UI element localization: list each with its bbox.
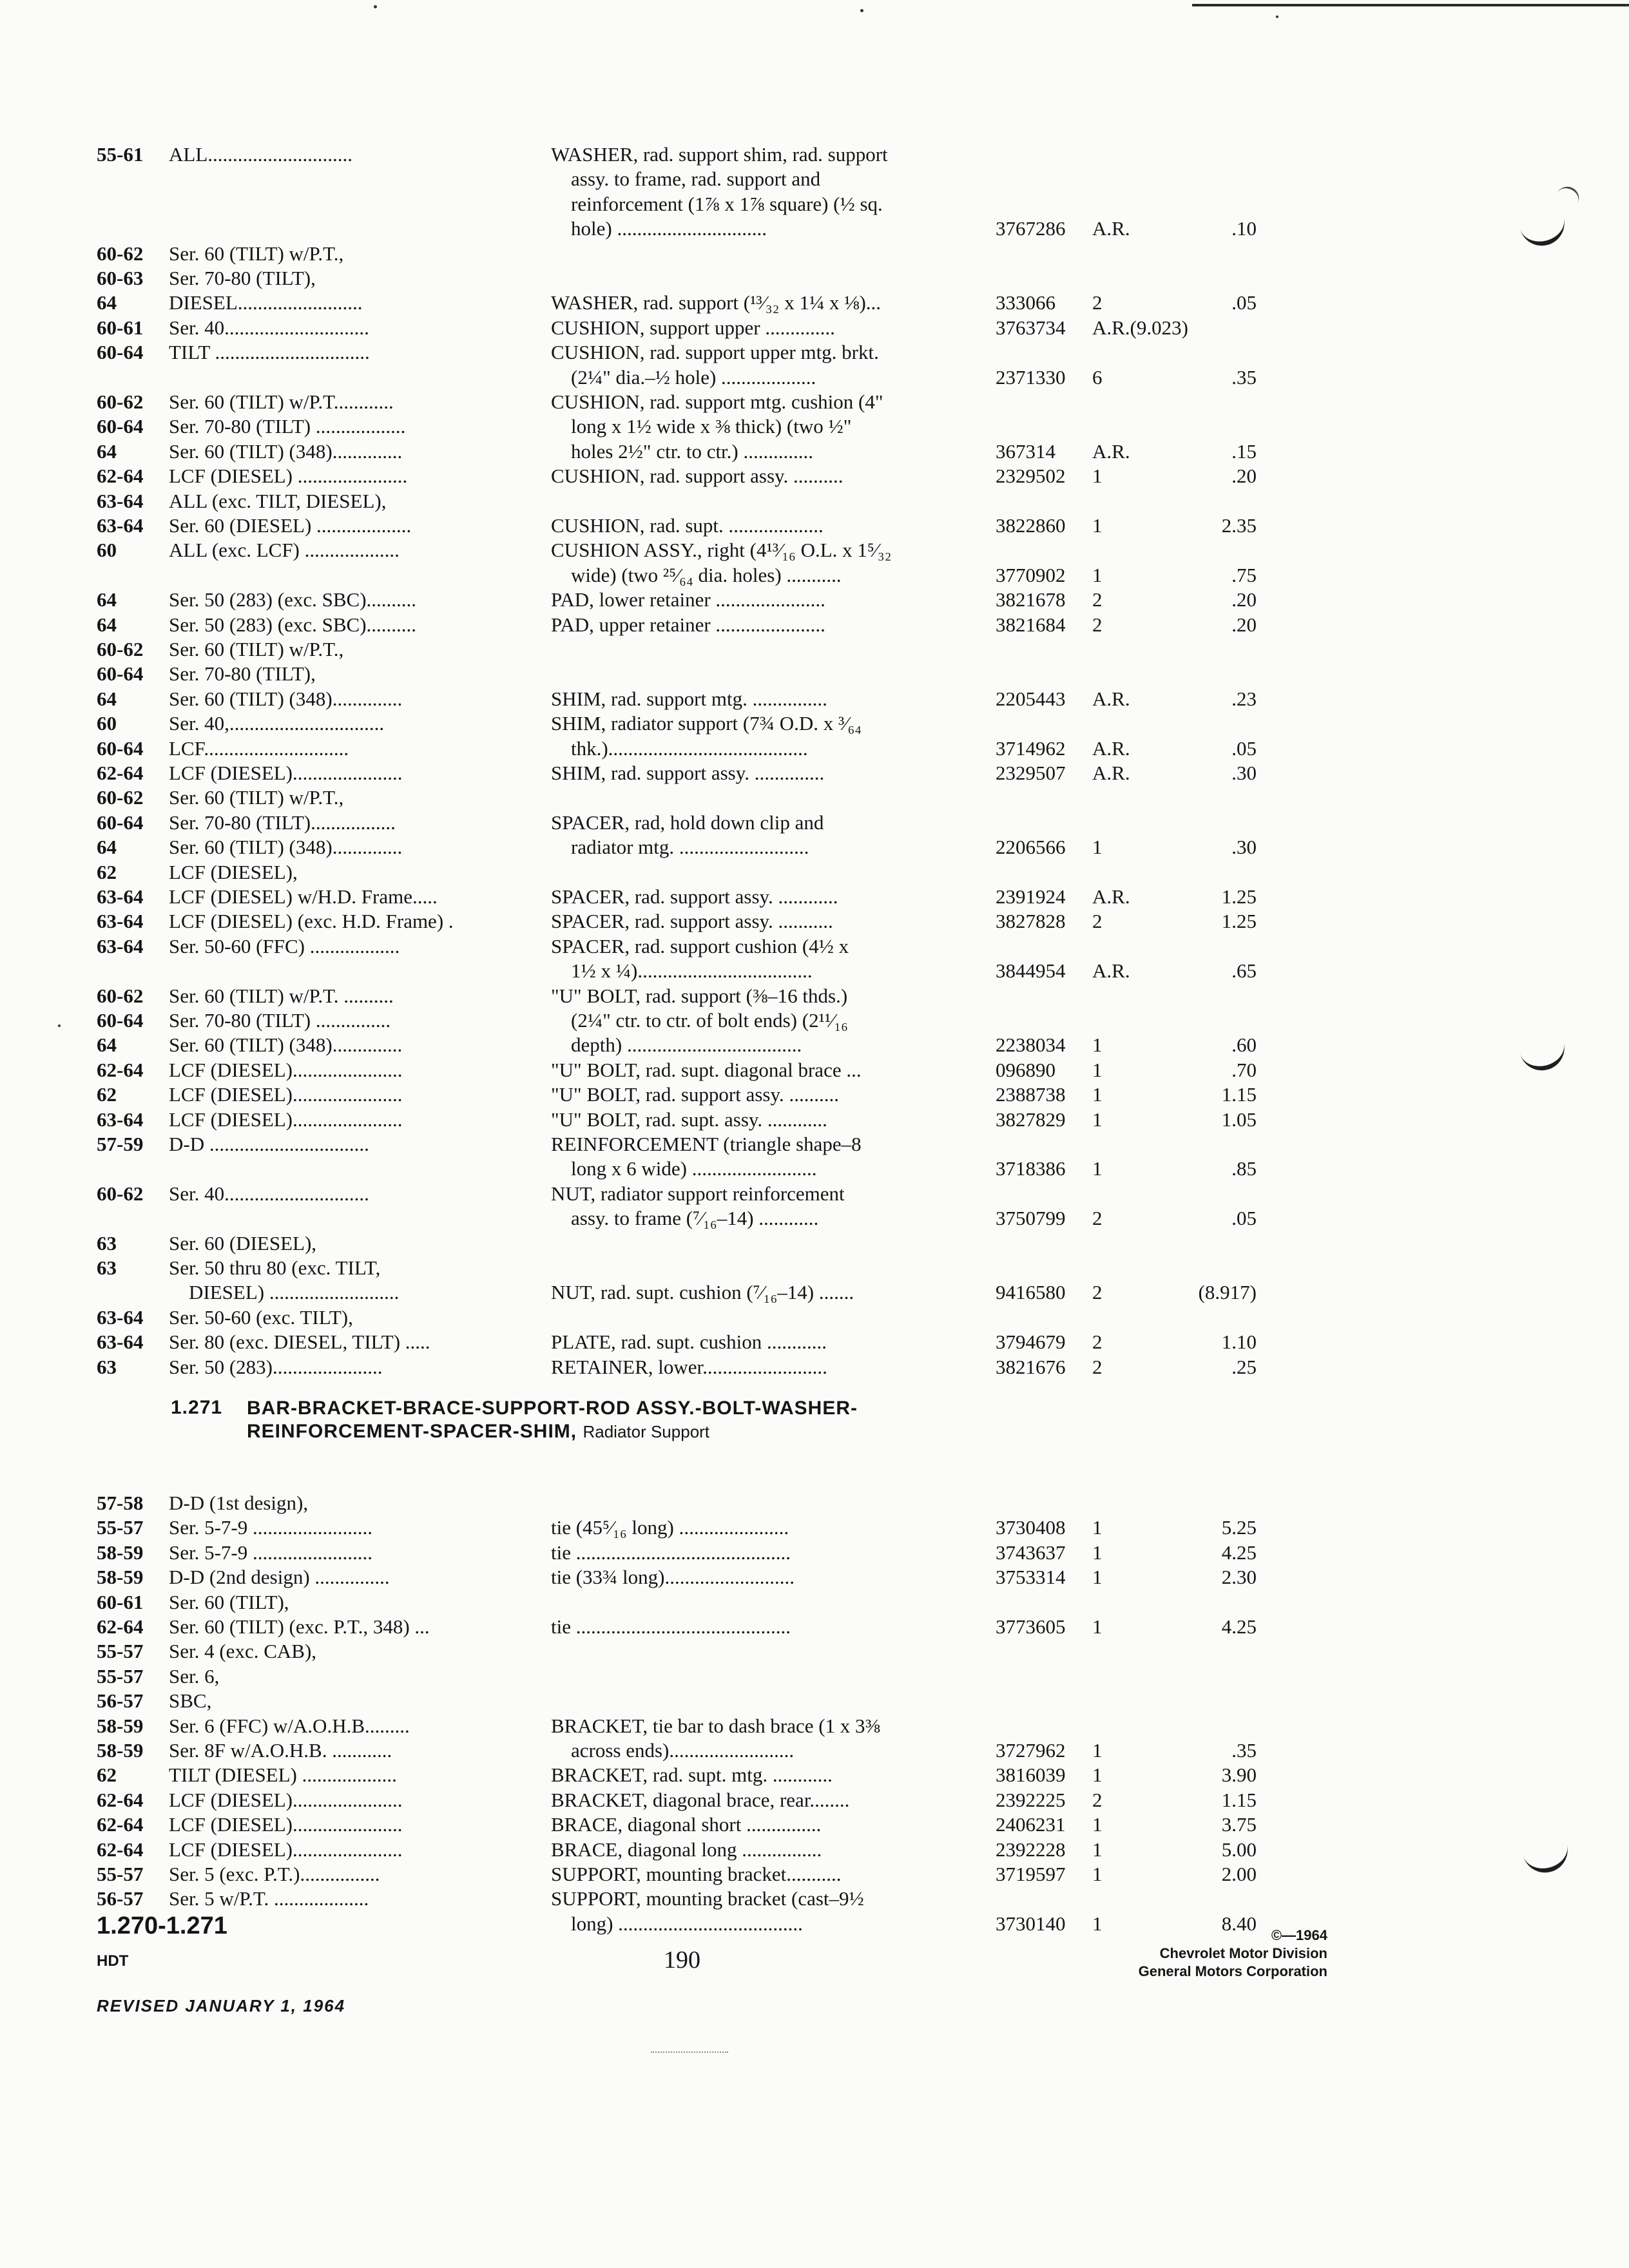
model-year-cell: 63-64 (97, 514, 144, 537)
quantity-cell: 1 (1092, 465, 1103, 488)
part-description-cell: CUSHION, rad. support mtg. cushion (4" (551, 390, 883, 413)
applicable-models-cell: Ser. 70-80 (TILT) ............... (169, 1009, 391, 1032)
model-year-cell: 63 (97, 1231, 117, 1254)
applicable-models-cell: Ser. 50 thru 80 (exc. TILT, (169, 1256, 381, 1279)
part-number-cell: 3714962 (996, 736, 1066, 760)
model-year-cell: 63-64 (97, 885, 144, 908)
price-cell: .15 (1231, 439, 1257, 463)
part-number-cell: 3822860 (996, 514, 1066, 537)
part-description-cell: wide) (two ²⁵⁄₆₄ dia. holes) ........... (551, 563, 842, 586)
applicable-models-cell: Ser. 5-7-9 ........................ (169, 1541, 373, 1564)
price-cell: 2.30 (1221, 1566, 1257, 1589)
part-description-cell: SPACER, rad. support cushion (4½ x (551, 934, 849, 957)
part-number-cell: 3719597 (996, 1863, 1066, 1885)
applicable-models-cell: Ser. 5 w/P.T. ................... (169, 1887, 369, 1910)
applicable-models-cell: Ser. 70-80 (TILT), (169, 267, 316, 289)
price-cell: .23 (1231, 687, 1257, 710)
part-number-cell: 2238034 (996, 1033, 1066, 1057)
model-year-cell: 55-57 (97, 1640, 144, 1663)
part-number-cell: 3730140 (996, 1912, 1066, 1935)
applicable-models-cell: Ser. 60 (TILT) (exc. P.T., 348) ... (169, 1615, 430, 1638)
applicable-models-cell: Ser. 60 (TILT) w/P.T., (169, 786, 344, 809)
applicable-models-cell: ALL............................. (169, 143, 353, 166)
model-year-cell: 60-64 (97, 662, 144, 686)
applicable-models-cell: LCF (DIESEL) w/H.D. Frame..... (169, 885, 438, 908)
model-year-cell: 63-64 (97, 910, 144, 933)
quantity-cell: 2 (1092, 588, 1103, 611)
part-number-cell: 3767286 (996, 217, 1066, 240)
model-year-cell: 62-64 (97, 1788, 144, 1811)
part-description-cell: (2¼" ctr. to ctr. of bolt ends) (2¹¹⁄₁₆ (551, 1009, 848, 1032)
price-cell: 5.00 (1221, 1838, 1257, 1861)
part-description-cell: PAD, upper retainer ...................... (551, 613, 825, 636)
section-subtitle: Radiator Support (583, 1422, 710, 1441)
quantity-cell: A.R.(9.023) (1092, 316, 1188, 339)
part-description-cell: tie ........................................... (551, 1541, 791, 1564)
part-number-cell: 3794679 (996, 1331, 1066, 1354)
applicable-models-cell: Ser. 60 (TILT), (169, 1590, 289, 1613)
quantity-cell: 1 (1092, 836, 1103, 859)
model-year-cell: 60-64 (97, 1009, 144, 1032)
model-year-cell: 55-57 (97, 1863, 144, 1885)
quantity-cell: 1 (1092, 514, 1103, 537)
quantity-cell: 2 (1092, 1788, 1103, 1811)
quantity-cell: 2 (1092, 1331, 1103, 1354)
model-year-cell: 60-64 (97, 736, 144, 760)
quantity-cell: 1 (1092, 1912, 1103, 1935)
applicable-models-cell: Ser. 5 (exc. P.T.)................ (169, 1863, 380, 1885)
model-year-cell: 64 (97, 613, 117, 636)
quantity-cell: 1 (1092, 1739, 1103, 1762)
quantity-cell: 2 (1092, 613, 1103, 636)
applicable-models-cell: D-D (2nd design) ............... (169, 1566, 390, 1589)
price-cell: 1.15 (1221, 1788, 1257, 1811)
part-number-cell: 3821684 (996, 613, 1066, 636)
model-year-cell: 60-64 (97, 415, 144, 438)
part-description-cell: CUSHION, rad. supt. ................... (551, 514, 824, 537)
model-year-cell: 60 (97, 539, 117, 562)
price-cell: 3.75 (1221, 1813, 1257, 1836)
model-year-cell: 58-59 (97, 1566, 144, 1589)
applicable-models-cell: Ser. 60 (TILT) (348).............. (169, 439, 403, 463)
part-description-cell: SHIM, rad. support assy. .............. (551, 762, 825, 784)
model-year-cell: 63-64 (97, 1305, 144, 1329)
part-number-cell: 096890 (996, 1058, 1055, 1081)
part-description-cell: assy. to frame, rad. support and (551, 168, 821, 191)
model-year-cell: 60-64 (97, 341, 144, 364)
part-number-cell: 3816039 (996, 1763, 1066, 1787)
part-number-cell: 3827829 (996, 1108, 1066, 1131)
model-year-cell: 55-57 (97, 1516, 144, 1539)
corporation-name: General Motors Corporation (1138, 1963, 1327, 1979)
model-year-cell: 64 (97, 291, 117, 314)
applicable-models-cell: Ser. 6 (FFC) w/A.O.H.B......... (169, 1714, 410, 1737)
part-number-cell: 3718386 (996, 1157, 1066, 1180)
part-number-cell: 2371330 (996, 365, 1066, 389)
model-year-cell: 63 (97, 1256, 117, 1279)
applicable-models-cell: Ser. 60 (DIESEL), (169, 1231, 317, 1254)
price-cell: .20 (1231, 465, 1257, 488)
part-description-cell: SUPPORT, mounting bracket (cast–9½ (551, 1887, 864, 1910)
part-description-cell: "U" BOLT, rad. support assy. .......... (551, 1083, 839, 1106)
quantity-cell: A.R. (1092, 687, 1130, 710)
quantity-cell: A.R. (1092, 885, 1130, 908)
applicable-models-cell: Ser. 70-80 (TILT)................. (169, 811, 396, 834)
applicable-models-cell: Ser. 50-60 (FFC) .................. (169, 934, 400, 957)
price-cell: .85 (1231, 1157, 1257, 1180)
model-year-cell: 57-59 (97, 1133, 144, 1155)
applicable-models-cell: Ser. 6, (169, 1664, 220, 1687)
division-name: Chevrolet Motor Division (1159, 1945, 1327, 1961)
applicable-models-cell: LCF (DIESEL)...................... (169, 762, 403, 784)
price-cell: 1.05 (1221, 1108, 1257, 1131)
section-title-line2-text: REINFORCEMENT-SPACER-SHIM, (247, 1421, 577, 1442)
part-description-cell: NUT, radiator support reinforcement (551, 1182, 845, 1205)
model-year-cell: 64 (97, 687, 117, 710)
part-description-cell: "U" BOLT, rad. supt. assy. ............ (551, 1108, 827, 1131)
quantity-cell: 1 (1092, 1058, 1103, 1081)
model-year-cell: 62-64 (97, 465, 144, 488)
part-description-cell: 1½ x ¼)................................... (551, 959, 813, 983)
part-description-cell: CUSHION, rad. support assy. .......... (551, 465, 843, 488)
applicable-models-cell: LCF (DIESEL), (169, 860, 298, 883)
applicable-models-cell: LCF (DIESEL)...................... (169, 1788, 403, 1811)
price-cell: 3.90 (1221, 1763, 1257, 1787)
quantity-cell: 1 (1092, 1615, 1103, 1638)
part-number-cell: 3727962 (996, 1739, 1066, 1762)
price-cell: 4.25 (1221, 1541, 1257, 1564)
part-description-cell: CUSHION ASSY., right (4¹³⁄₁₆ O.L. x 1⁵⁄₃₂ (551, 539, 892, 562)
model-year-cell: 62 (97, 860, 117, 883)
quantity-cell: 1 (1092, 1566, 1103, 1589)
model-year-cell: 55-57 (97, 1664, 144, 1687)
quantity-cell: A.R. (1092, 762, 1130, 784)
part-description-cell: tie (45⁵⁄₁₆ long) ...................... (551, 1516, 789, 1539)
price-cell: .65 (1231, 959, 1257, 983)
part-description-cell: assy. to frame (⁷⁄₁₆–14) ............ (551, 1207, 819, 1230)
model-year-cell: 60-63 (97, 267, 144, 289)
part-number-cell: 2206566 (996, 836, 1066, 859)
part-number-cell: 2392228 (996, 1838, 1066, 1861)
quantity-cell: 1 (1092, 1813, 1103, 1836)
applicable-models-cell: LCF (DIESEL)...................... (169, 1083, 403, 1106)
quantity-cell: 1 (1092, 1541, 1103, 1564)
part-number-cell: 3753314 (996, 1566, 1066, 1589)
model-year-cell: 57-58 (97, 1492, 144, 1514)
part-number-cell: 3844954 (996, 959, 1066, 983)
price-cell: 1.15 (1221, 1083, 1257, 1106)
part-number-cell: 333066 (996, 291, 1055, 314)
model-year-cell: 63-64 (97, 1331, 144, 1354)
model-year-cell: 64 (97, 836, 117, 859)
part-number-cell: 3827828 (996, 910, 1066, 933)
applicable-models-cell: Ser. 70-80 (TILT) .................. (169, 415, 406, 438)
applicable-models-cell: Ser. 40............................. (169, 1182, 369, 1205)
applicable-models-cell: Ser. 60 (TILT) w/P.T., (169, 242, 344, 265)
model-year-cell: 62 (97, 1083, 117, 1106)
model-year-cell: 62-64 (97, 1615, 144, 1638)
part-description-cell: RETAINER, lower......................... (551, 1355, 827, 1378)
scan-dash-mark (651, 2052, 728, 2053)
model-year-cell: 60-61 (97, 1590, 144, 1613)
model-year-cell: 62-64 (97, 762, 144, 784)
part-description-cell: "U" BOLT, rad. supt. diagonal brace ... (551, 1058, 862, 1081)
applicable-models-cell: Ser. 5-7-9 ........................ (169, 1516, 373, 1539)
model-year-cell: 60-62 (97, 638, 144, 660)
quantity-cell: 1 (1092, 1863, 1103, 1885)
applicable-models-cell: SBC, (169, 1689, 212, 1713)
price-cell: 2.35 (1221, 514, 1257, 537)
price-cell: .20 (1231, 588, 1257, 611)
applicable-models-cell: Ser. 50 (283) (exc. SBC).......... (169, 613, 417, 636)
part-number-cell: 3730408 (996, 1516, 1066, 1539)
price-cell: .30 (1231, 836, 1257, 859)
part-description-cell: WASHER, rad. support (¹³⁄₃₂ x 1¼ x ⅛)... (551, 291, 882, 314)
part-description-cell: REINFORCEMENT (triangle shape–8 (551, 1133, 862, 1155)
price-cell: .05 (1231, 1207, 1257, 1230)
applicable-models-cell: Ser. 50 (283)...................... (169, 1355, 383, 1378)
applicable-models-cell: Ser. 4 (exc. CAB), (169, 1640, 317, 1663)
part-description-cell: tie ........................................... (551, 1615, 791, 1638)
applicable-models-cell: Ser. 50 (283) (exc. SBC).......... (169, 588, 417, 611)
part-description-cell: long x 6 wide) ......................... (551, 1157, 817, 1180)
quantity-cell: 2 (1092, 1207, 1103, 1230)
applicable-models-cell: Ser. 60 (DIESEL) ................... (169, 514, 412, 537)
part-number-cell: 2392225 (996, 1788, 1066, 1811)
part-number-cell: 9416580 (996, 1281, 1066, 1304)
part-description-cell: "U" BOLT, rad. support (⅜–16 thds.) (551, 984, 848, 1007)
section-number: 1.271 (171, 1397, 223, 1418)
part-description-cell: reinforcement (1⅞ x 1⅞ square) (½ sq. (551, 192, 883, 215)
part-description-cell: radiator mtg. .......................... (551, 836, 809, 859)
part-number-cell: 2391924 (996, 885, 1066, 908)
part-number-cell: 2406231 (996, 1813, 1066, 1836)
part-description-cell: hole) .............................. (551, 217, 767, 240)
price-cell: .20 (1231, 613, 1257, 636)
part-description-cell: CUSHION, rad. support upper mtg. brkt. (551, 341, 879, 364)
part-description-cell: holes 2½" ctr. to ctr.) .............. (551, 439, 813, 463)
quantity-cell: A.R. (1092, 736, 1130, 760)
model-year-cell: 58-59 (97, 1739, 144, 1762)
price-cell: .05 (1231, 291, 1257, 314)
model-year-cell: 60-64 (97, 811, 144, 834)
applicable-models-cell: Ser. 50-60 (exc. TILT), (169, 1305, 353, 1329)
footer-section-range: 1.270-1.271 (97, 1912, 227, 1939)
part-description-cell: SHIM, rad. support mtg. ............... (551, 687, 827, 710)
price-cell: 4.25 (1221, 1615, 1257, 1638)
footer-copyright (1063, 1927, 1327, 1981)
quantity-cell: 1 (1092, 1033, 1103, 1057)
applicable-models-cell: Ser. 40,............................... (169, 712, 385, 735)
model-year-cell: 58-59 (97, 1714, 144, 1737)
part-number-cell: 2388738 (996, 1083, 1066, 1106)
price-cell: .05 (1231, 736, 1257, 760)
part-description-cell: SUPPORT, mounting bracket........... (551, 1863, 842, 1885)
part-number-cell: 2329502 (996, 465, 1066, 488)
applicable-models-cell: D-D (1st design), (169, 1492, 309, 1514)
price-cell: .30 (1231, 762, 1257, 784)
part-description-cell: BRACE, diagonal short ............... (551, 1813, 822, 1836)
part-description-cell: PLATE, rad. supt. cushion ............ (551, 1331, 827, 1354)
part-description-cell: BRACKET, diagonal brace, rear........ (551, 1788, 850, 1811)
applicable-models-cell: Ser. 80 (exc. DIESEL, TILT) ..... (169, 1331, 430, 1354)
part-description-cell: thk.)........................................ (551, 736, 808, 760)
applicable-models-cell: DIESEL......................... (169, 291, 363, 314)
part-description-cell: PAD, lower retainer ...................... (551, 588, 825, 611)
model-year-cell: 64 (97, 1033, 117, 1057)
part-description-cell: (2¼" dia.–½ hole) ................... (551, 365, 816, 389)
applicable-models-cell: Ser. 60 (TILT) w/P.T., (169, 638, 344, 660)
model-year-cell: 63-64 (97, 489, 144, 512)
footer-hdt: HDT (97, 1952, 129, 1970)
applicable-models-cell: LCF............................. (169, 736, 349, 760)
part-number-cell: 3821676 (996, 1355, 1066, 1378)
quantity-cell: 1 (1092, 1083, 1103, 1106)
quantity-cell: 2 (1092, 291, 1103, 314)
applicable-models-cell: TILT ............................... (169, 341, 370, 364)
part-number-cell: 3743637 (996, 1541, 1066, 1564)
model-year-cell: 62-64 (97, 1058, 144, 1081)
applicable-models-cell: Ser. 60 (TILT) (348).............. (169, 1033, 403, 1057)
applicable-models-cell: Ser. 40............................. (169, 316, 369, 339)
part-number-cell: 2329507 (996, 762, 1066, 784)
quantity-cell: 1 (1092, 1763, 1103, 1787)
model-year-cell: 55-61 (97, 143, 144, 166)
model-year-cell: 62-64 (97, 1838, 144, 1861)
price-cell: 1.25 (1221, 910, 1257, 933)
part-number-cell: 3750799 (996, 1207, 1066, 1230)
price-cell: .35 (1231, 1739, 1257, 1762)
model-year-cell: 60-62 (97, 786, 144, 809)
applicable-models-cell: Ser. 8F w/A.O.H.B. ............ (169, 1739, 392, 1762)
part-description-cell: BRACKET, rad. supt. mtg. ............ (551, 1763, 833, 1787)
page-number: 190 (664, 1946, 700, 1974)
part-description-cell: SHIM, radiator support (7¾ O.D. x ³⁄₆₄ (551, 712, 862, 735)
part-number-cell: 3763734 (996, 316, 1066, 339)
model-year-cell: 60 (97, 712, 117, 735)
applicable-models-cell: Ser. 60 (TILT) w/P.T. .......... (169, 984, 394, 1007)
part-number-cell: 2205443 (996, 687, 1066, 710)
applicable-models-cell: LCF (DIESEL)...................... (169, 1108, 403, 1131)
model-year-cell: 60-62 (97, 242, 144, 265)
price-cell: .70 (1231, 1058, 1257, 1081)
model-year-cell: 56-57 (97, 1689, 144, 1713)
price-cell: .35 (1231, 365, 1257, 389)
quantity-cell: A.R. (1092, 217, 1130, 240)
quantity-cell: 2 (1092, 1281, 1103, 1304)
part-description-cell: CUSHION, support upper .............. (551, 316, 835, 339)
part-number-cell: 3773605 (996, 1615, 1066, 1638)
part-number-cell: 3821678 (996, 588, 1066, 611)
applicable-models-cell: ALL (exc. TILT, DIESEL), (169, 489, 387, 512)
applicable-models-cell: LCF (DIESEL)...................... (169, 1058, 403, 1081)
applicable-models-cell: D-D ................................ (169, 1133, 369, 1155)
model-year-cell: 60-62 (97, 390, 144, 413)
part-description-cell: tie (33¾ long).......................... (551, 1566, 795, 1589)
part-number-cell: 3770902 (996, 563, 1066, 586)
model-year-cell: 60-62 (97, 984, 144, 1007)
applicable-models-cell: Ser. 60 (TILT) (348).............. (169, 836, 403, 859)
applicable-models-cell: Ser. 70-80 (TILT), (169, 662, 316, 686)
part-description-cell: BRACKET, tie bar to dash brace (1 x 3⅜ (551, 1714, 880, 1737)
model-year-cell: 63 (97, 1355, 117, 1378)
applicable-models-cell: LCF (DIESEL) (exc. H.D. Frame) . (169, 910, 454, 933)
section-title-line1: BAR-BRACKET-BRACE-SUPPORT-ROD ASSY.-BOLT-WASHER- (247, 1398, 858, 1419)
applicable-models-cell: DIESEL) .......................... (169, 1281, 400, 1304)
part-description-cell: NUT, rad. supt. cushion (⁷⁄₁₆–14) ....... (551, 1281, 854, 1304)
applicable-models-cell: LCF (DIESEL)...................... (169, 1838, 403, 1861)
part-description-cell: long) ..................................... (551, 1912, 803, 1935)
model-year-cell: 60-62 (97, 1182, 144, 1205)
part-description-cell: WASHER, rad. support shim, rad. support (551, 143, 888, 166)
model-year-cell: 62 (97, 1763, 117, 1787)
quantity-cell: 1 (1092, 1838, 1103, 1861)
model-year-cell: 64 (97, 439, 117, 463)
model-year-cell: 63-64 (97, 934, 144, 957)
part-description-cell: SPACER, rad. support assy. ............ (551, 885, 838, 908)
price-cell: 2.00 (1221, 1863, 1257, 1885)
part-description-cell: BRACE, diagonal long ................ (551, 1838, 822, 1861)
quantity-cell: 1 (1092, 1157, 1103, 1180)
price-cell: .10 (1231, 217, 1257, 240)
price-cell: 8.40 (1221, 1912, 1257, 1935)
part-description-cell: SPACER, rad. support assy. ........... (551, 910, 833, 933)
price-cell: .60 (1231, 1033, 1257, 1057)
model-year-cell: 58-59 (97, 1541, 144, 1564)
applicable-models-cell: Ser. 60 (TILT) (348).............. (169, 687, 403, 710)
quantity-cell: A.R. (1092, 959, 1130, 983)
price-cell: 5.25 (1221, 1516, 1257, 1539)
quantity-cell: 1 (1092, 1108, 1103, 1131)
part-number-cell: 367314 (996, 439, 1055, 463)
applicable-models-cell: Ser. 60 (TILT) w/P.T............ (169, 390, 394, 413)
applicable-models-cell: ALL (exc. LCF) ................... (169, 539, 400, 562)
quantity-cell: 1 (1092, 1516, 1103, 1539)
applicable-models-cell: LCF (DIESEL)...................... (169, 1813, 403, 1836)
price-cell: 1.25 (1221, 885, 1257, 908)
model-year-cell: 56-57 (97, 1887, 144, 1910)
part-description-cell: across ends)......................... (551, 1739, 795, 1762)
price-cell: (8.917) (1198, 1281, 1257, 1304)
quantity-cell: 2 (1092, 1355, 1103, 1378)
part-description-cell: depth) ................................... (551, 1033, 802, 1057)
quantity-cell: 1 (1092, 563, 1103, 586)
model-year-cell: 62-64 (97, 1813, 144, 1836)
quantity-cell: 6 (1092, 365, 1103, 389)
part-description-cell: long x 1½ wide x ⅜ thick) (two ½" (551, 415, 852, 438)
applicable-models-cell: TILT (DIESEL) ................... (169, 1763, 397, 1787)
part-description-cell: SPACER, rad, hold down clip and (551, 811, 824, 834)
model-year-cell: 63-64 (97, 1108, 144, 1131)
price-cell: .75 (1231, 563, 1257, 586)
footer-revised-date: REVISED JANUARY 1, 1964 (97, 1996, 346, 2015)
price-cell: .25 (1231, 1355, 1257, 1378)
model-year-cell: 60-61 (97, 316, 144, 339)
quantity-cell: 2 (1092, 910, 1103, 933)
model-year-cell: 64 (97, 588, 117, 611)
quantity-cell: A.R. (1092, 439, 1130, 463)
copyright-year: ©—1964 (1271, 1927, 1327, 1943)
price-cell: 1.10 (1221, 1331, 1257, 1354)
applicable-models-cell: LCF (DIESEL) ...................... (169, 465, 408, 488)
